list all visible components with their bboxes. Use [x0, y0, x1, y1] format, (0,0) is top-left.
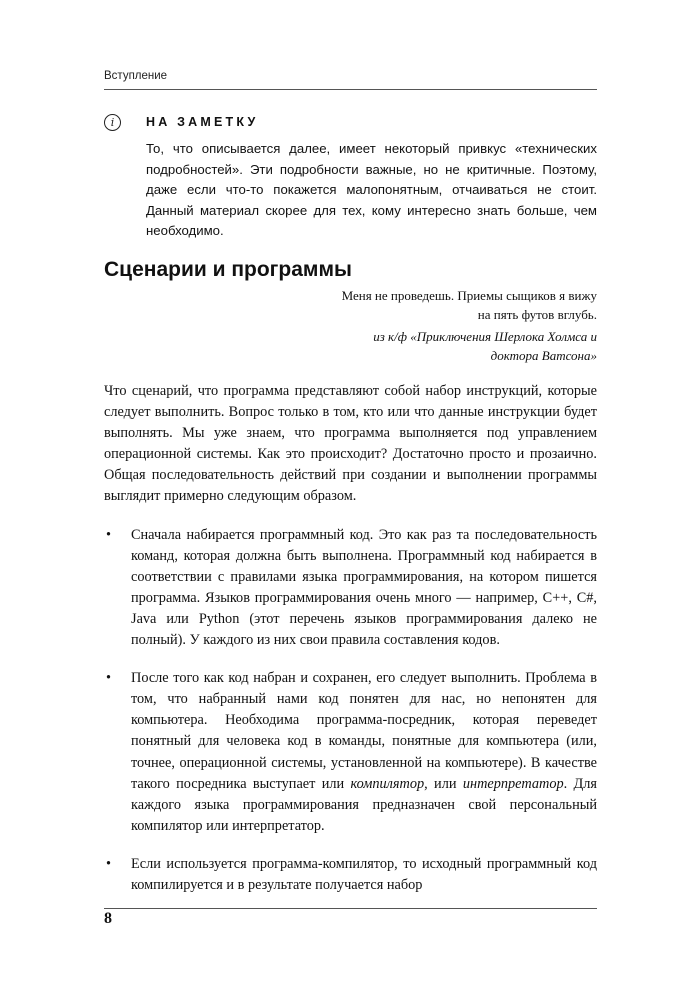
intro-paragraph: Что сценарий, что программа представляют собой набор инструкций, которые следует выполнить. Вопрос только в том, кто или что данные инструкции будет выполнять. Мы уже знаем, что программа выполняется под управлением операционной системы. Как это происходит? Достаточно просто и прозаично. Общая последовательность действий при создании и выполнении программы выглядит примерно следующим образом.: [104, 383, 597, 505]
list-item: [104, 525, 597, 652]
info-icon: i: [104, 114, 121, 131]
epigraph-source: из к/ф «Приключения Шерлока Холмса и доктора Ватсона»: [373, 329, 597, 363]
bullet-mark: •: [106, 670, 112, 687]
list-item-text: Сначала набирается программный код. Это как раз та последовательность команд, которая должна быть выполнена. Программный код набирается в соответствии с правилами языка программирования, на котором пишется программа. Языков программирования очень много — например, C++, C#, Java или Python (этот перечень языков программирования далеко не полный). У каждого из них свои правила составления кодов.: [131, 526, 597, 649]
list-item-text: Если используется программа-компилятор, то исходный программный код компилируется и в результате получается набор: [131, 855, 597, 893]
body-text: [104, 381, 597, 913]
epigraph-quote: Меня не проведешь. Приемы сыщиков я вижу на пять футов вглубь.: [341, 288, 597, 322]
footer-rule: [104, 908, 597, 909]
epigraph: [330, 286, 597, 365]
term-compiler: компилятор: [350, 775, 425, 792]
note-title: НА ЗАМЕТКУ: [146, 115, 259, 129]
bullet-list: [104, 525, 597, 897]
list-item: [104, 854, 597, 896]
list-item-text-end: . Для каждого языка программирования предназначен свой персональный компилятор или интерпретатор.: [131, 775, 597, 834]
list-item-text-middle: , или: [424, 775, 463, 792]
header-rule: [104, 89, 597, 90]
note-body: То, что описывается далее, имеет некоторый привкус «технических подробностей». Эти подробности важные, но не критичные. Поэтому, даже если что-то покажется малопонятным, отчаиваться не стоит. Данный материал скорее для тех, кому интересно знать больше, чем необходимо.: [146, 141, 597, 239]
running-head: Вступление: [104, 70, 168, 82]
list-item-text-start: После того как код набран и сохранен, его следует выполнить. Проблема в том, что набранный нами код понятен для нас, но непонятен для компьютера. Необходима программа-посредник, которая переведет понятный для человека код в команды, понятные для компьютера (или, точнее, операционной системы, установленной на компьютере). В качестве такого посредника выступает или: [131, 670, 597, 792]
page-number: 8: [104, 910, 112, 927]
bullet-mark: •: [106, 855, 112, 872]
section-title: Сценарии и программы: [104, 258, 352, 281]
bullet-mark: •: [106, 526, 112, 543]
list-item: [104, 668, 597, 837]
term-interpreter: интерпретатор: [462, 775, 564, 792]
